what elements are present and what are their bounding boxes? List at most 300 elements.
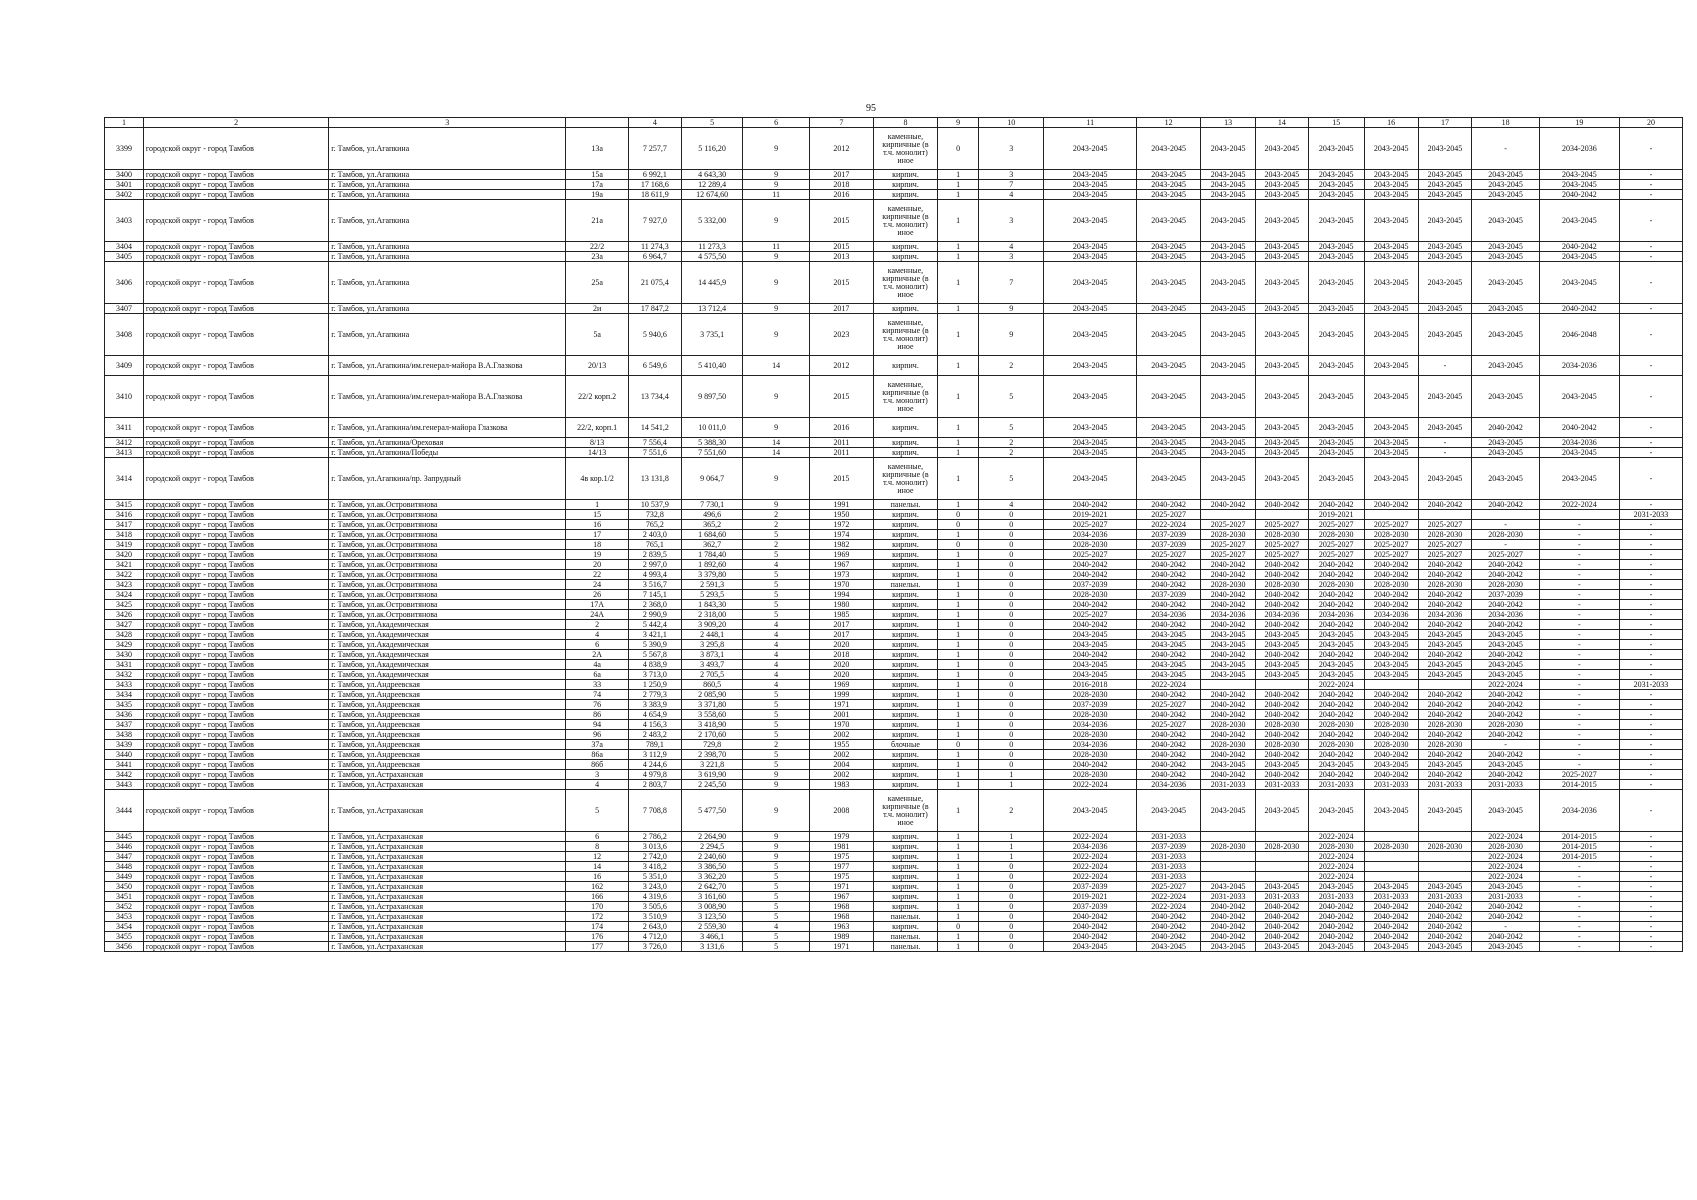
table-cell: 2043-2045 bbox=[1044, 252, 1137, 262]
table-cell: 2017 bbox=[809, 620, 873, 630]
table-cell: 4 bbox=[743, 660, 809, 670]
table-cell: 2 bbox=[743, 540, 809, 550]
table-cell: 1 bbox=[937, 770, 978, 780]
table-cell: 2028-2030 bbox=[1308, 720, 1364, 730]
table-cell: 1 bbox=[937, 912, 978, 922]
table-cell: 2 779,3 bbox=[629, 690, 682, 700]
table-cell: 1 784,40 bbox=[681, 550, 743, 560]
table-cell: 2040-2042 bbox=[1472, 730, 1540, 740]
table-cell bbox=[1201, 832, 1256, 842]
table-cell: 2043-2045 bbox=[1044, 630, 1137, 640]
table-cell: 17 168,6 bbox=[629, 180, 682, 190]
table-cell: 5 bbox=[743, 942, 809, 952]
table-cell: 2037-2039 bbox=[1137, 842, 1201, 852]
table-cell: 2022-2024 bbox=[1539, 500, 1619, 510]
table-cell: 2043-2045 bbox=[1364, 942, 1418, 952]
table-row bbox=[105, 700, 1683, 710]
table-cell: 2028-2030 bbox=[1256, 720, 1309, 730]
table-cell: 2043-2045 bbox=[1256, 252, 1309, 262]
table-cell: 2и bbox=[566, 304, 629, 314]
table-cell: 2043-2045 bbox=[1201, 942, 1256, 952]
table-cell: 2031-2033 bbox=[1137, 872, 1201, 882]
table-cell: 2043-2045 bbox=[1201, 252, 1256, 262]
table-cell: 2040-2042 bbox=[1256, 922, 1309, 932]
column-number: 12 bbox=[1137, 118, 1201, 128]
table-cell: 5 116,20 bbox=[681, 128, 743, 170]
table-cell: 22/2 bbox=[566, 242, 629, 252]
table-cell: 2040-2042 bbox=[1308, 700, 1364, 710]
table-cell: 2037-2039 bbox=[1044, 902, 1137, 912]
table-cell: 2040-2042 bbox=[1201, 932, 1256, 942]
table-cell: 2040-2042 bbox=[1201, 570, 1256, 580]
table-cell: городской округ - город Тамбов bbox=[143, 170, 328, 180]
table-cell: 2043-2045 bbox=[1539, 448, 1619, 458]
table-cell: г. Тамбов, ул.Астраханская bbox=[329, 770, 566, 780]
table-cell: 3447 bbox=[105, 852, 144, 862]
table-cell: 2043-2045 bbox=[1418, 630, 1472, 640]
table-cell: 2014-2015 bbox=[1539, 852, 1619, 862]
table-cell: 2043-2045 bbox=[1044, 190, 1137, 200]
table-cell: 1999 bbox=[809, 690, 873, 700]
table-cell: 2040-2042 bbox=[1472, 620, 1540, 630]
table-cell: 2025-2027 bbox=[1472, 550, 1540, 560]
table-cell: - bbox=[1539, 912, 1619, 922]
table-cell: кирпич. bbox=[873, 620, 937, 630]
table-cell: 2043-2045 bbox=[1256, 640, 1309, 650]
table-cell: 1 bbox=[937, 690, 978, 700]
table-cell: - bbox=[1619, 902, 1682, 912]
table-cell bbox=[1539, 510, 1619, 520]
table-cell: г. Тамбов, ул.ак.Островитянова bbox=[329, 530, 566, 540]
table-cell: - bbox=[1619, 770, 1682, 780]
table-cell: городской округ - город Тамбов bbox=[143, 570, 328, 580]
table-cell: - bbox=[1619, 942, 1682, 952]
table-cell: 2040-2042 bbox=[1418, 620, 1472, 630]
table-cell: г. Тамбов, ул.ак.Островитянова bbox=[329, 570, 566, 580]
table-cell: 2017 bbox=[809, 304, 873, 314]
table-cell: - bbox=[1619, 670, 1682, 680]
table-cell: 2002 bbox=[809, 730, 873, 740]
table-cell: 2043-2045 bbox=[1201, 314, 1256, 356]
table-cell: 1 bbox=[937, 942, 978, 952]
table-cell: городской округ - город Тамбов bbox=[143, 750, 328, 760]
table-cell: 4в кор.1/2 bbox=[566, 458, 629, 500]
table-cell: 1 bbox=[937, 750, 978, 760]
table-cell: 3406 bbox=[105, 262, 144, 304]
table-cell: 2040-2042 bbox=[1472, 750, 1540, 760]
table-cell: каменные, кирпичные (в т.ч. монолит) иное bbox=[873, 200, 937, 242]
table-cell: 1975 bbox=[809, 872, 873, 882]
table-cell: 2040-2042 bbox=[1472, 710, 1540, 720]
table-cell: 1 bbox=[937, 242, 978, 252]
table-cell: 2028-2030 bbox=[1418, 842, 1472, 852]
table-cell: кирпич. bbox=[873, 730, 937, 740]
table-cell: 4 bbox=[743, 620, 809, 630]
table-cell: 2040-2042 bbox=[1308, 710, 1364, 720]
table-cell: 3408 bbox=[105, 314, 144, 356]
table-cell: 4 654,9 bbox=[629, 710, 682, 720]
table-cell: 2 bbox=[979, 790, 1044, 832]
table-cell: 2025-2027 bbox=[1308, 540, 1364, 550]
table-cell: 1980 bbox=[809, 600, 873, 610]
table-cell: 11 274,3 bbox=[629, 242, 682, 252]
table-cell: 18 611,9 bbox=[629, 190, 682, 200]
table-cell: 2043-2045 bbox=[1201, 304, 1256, 314]
table-cell: 2040-2042 bbox=[1137, 740, 1201, 750]
table-cell: г. Тамбов, ул.Агапкина bbox=[329, 242, 566, 252]
table-cell: кирпич. bbox=[873, 700, 937, 710]
table-cell: кирпич. bbox=[873, 252, 937, 262]
table-cell: 2А bbox=[566, 650, 629, 660]
table-cell: 0 bbox=[937, 922, 978, 932]
table-cell: 2 bbox=[979, 438, 1044, 448]
table-cell: г. Тамбов, ул.Агапкина/им.генерал-майора В.А.Глазкова bbox=[329, 376, 566, 418]
table-cell: 7 556,4 bbox=[629, 438, 682, 448]
table-cell: 2043-2045 bbox=[1418, 190, 1472, 200]
table-cell: 1 bbox=[937, 356, 978, 376]
table-cell: 9 bbox=[743, 500, 809, 510]
table-cell: 2043-2045 bbox=[1418, 660, 1472, 670]
table-cell: 2043-2045 bbox=[1201, 438, 1256, 448]
table-cell: 1 bbox=[979, 852, 1044, 862]
table-cell: 2043-2045 bbox=[1201, 356, 1256, 376]
table-cell: 2040-2042 bbox=[1418, 730, 1472, 740]
table-cell: 4 156,3 bbox=[629, 720, 682, 730]
table-cell: 0 bbox=[979, 610, 1044, 620]
table-cell: 2043-2045 bbox=[1256, 670, 1309, 680]
table-cell: 4 575,50 bbox=[681, 252, 743, 262]
table-cell: городской округ - город Тамбов bbox=[143, 540, 328, 550]
table-cell bbox=[1364, 852, 1418, 862]
table-cell: 1 bbox=[979, 780, 1044, 790]
table-cell: 2 786,2 bbox=[629, 832, 682, 842]
table-cell: 1 bbox=[937, 852, 978, 862]
housing-table-sheet bbox=[104, 117, 1683, 952]
table-cell: городской округ - город Тамбов bbox=[143, 620, 328, 630]
table-cell: городской округ - город Тамбов bbox=[143, 418, 328, 438]
table-cell: 2040-2042 bbox=[1137, 570, 1201, 580]
table-cell: - bbox=[1539, 540, 1619, 550]
table-cell: 2040-2042 bbox=[1472, 500, 1540, 510]
table-cell: 1970 bbox=[809, 720, 873, 730]
table-cell: городской округ - город Тамбов bbox=[143, 710, 328, 720]
table-cell: 4 979,8 bbox=[629, 770, 682, 780]
table-cell: 2040-2042 bbox=[1137, 932, 1201, 942]
table-cell: 2043-2045 bbox=[1256, 376, 1309, 418]
table-cell: городской округ - город Тамбов bbox=[143, 600, 328, 610]
table-cell: 1 bbox=[937, 600, 978, 610]
table-cell: 2040-2042 bbox=[1201, 650, 1256, 660]
table-cell: 26 bbox=[566, 590, 629, 600]
table-cell: 2028-2030 bbox=[1201, 740, 1256, 750]
table-cell: г. Тамбов, ул.Астраханская bbox=[329, 872, 566, 882]
table-cell: городской округ - город Тамбов bbox=[143, 448, 328, 458]
table-cell: 0 bbox=[979, 760, 1044, 770]
table-cell: - bbox=[1619, 710, 1682, 720]
table-cell: 2040-2042 bbox=[1364, 932, 1418, 942]
table-cell: 1982 bbox=[809, 540, 873, 550]
table-cell: 2043-2045 bbox=[1472, 252, 1540, 262]
table-row bbox=[105, 128, 1683, 170]
table-cell: 2040-2042 bbox=[1418, 570, 1472, 580]
table-cell: 2022-2024 bbox=[1472, 832, 1540, 842]
table-cell: 1 bbox=[937, 710, 978, 720]
table-cell: 2043-2045 bbox=[1201, 660, 1256, 670]
table-cell: кирпич. bbox=[873, 180, 937, 190]
table-cell: 0 bbox=[979, 630, 1044, 640]
table-cell: 2040-2042 bbox=[1137, 912, 1201, 922]
table-cell: - bbox=[1619, 790, 1682, 832]
table-cell: 5 bbox=[743, 590, 809, 600]
table-cell: 23а bbox=[566, 252, 629, 262]
table-cell: 2008 bbox=[809, 790, 873, 832]
table-cell: 2040-2042 bbox=[1418, 750, 1472, 760]
table-cell: 2040-2042 bbox=[1364, 922, 1418, 932]
table-cell: городской округ - город Тамбов bbox=[143, 610, 328, 620]
table-cell: 2034-2036 bbox=[1044, 530, 1137, 540]
table-cell: 1 bbox=[937, 640, 978, 650]
table-cell: - bbox=[1539, 640, 1619, 650]
table-cell: 6 992,1 bbox=[629, 170, 682, 180]
table-cell: 2043-2045 bbox=[1472, 190, 1540, 200]
table-cell: городской округ - город Тамбов bbox=[143, 550, 328, 560]
table-cell: городской округ - город Тамбов bbox=[143, 872, 328, 882]
table-cell: 16 bbox=[566, 872, 629, 882]
table-cell: 2040-2042 bbox=[1044, 570, 1137, 580]
table-cell: 2043-2045 bbox=[1201, 882, 1256, 892]
table-cell: 2040-2042 bbox=[1256, 902, 1309, 912]
table-cell: - bbox=[1619, 550, 1682, 560]
table-cell: 2043-2045 bbox=[1256, 438, 1309, 448]
table-cell: 2015 bbox=[809, 262, 873, 304]
table-cell: 2 170,60 bbox=[681, 730, 743, 740]
table-cell: 14 445,9 bbox=[681, 262, 743, 304]
table-cell: 2040-2042 bbox=[1418, 600, 1472, 610]
table-cell: 2020 bbox=[809, 660, 873, 670]
table-cell: 2040-2042 bbox=[1044, 760, 1137, 770]
table-cell: 5 bbox=[743, 912, 809, 922]
table-cell: 0 bbox=[979, 720, 1044, 730]
table-cell: - bbox=[1539, 520, 1619, 530]
table-cell: 4 bbox=[979, 190, 1044, 200]
table-cell: 86а bbox=[566, 750, 629, 760]
table-cell: 1 bbox=[937, 448, 978, 458]
table-cell: 2043-2045 bbox=[1137, 200, 1201, 242]
table-cell: 2019-2021 bbox=[1044, 892, 1137, 902]
table-cell: 0 bbox=[937, 128, 978, 170]
table-cell: 13 712,4 bbox=[681, 304, 743, 314]
table-cell: 2 559,30 bbox=[681, 922, 743, 932]
table-cell: 2043-2045 bbox=[1308, 458, 1364, 500]
table-row bbox=[105, 832, 1683, 842]
table-cell: 2040-2042 bbox=[1418, 500, 1472, 510]
table-row bbox=[105, 590, 1683, 600]
table-cell: 2040-2042 bbox=[1201, 590, 1256, 600]
table-cell: 2040-2042 bbox=[1472, 418, 1540, 438]
table-cell: г. Тамбов, ул.Астраханская bbox=[329, 932, 566, 942]
table-cell: 3 123,50 bbox=[681, 912, 743, 922]
table-cell: 2043-2045 bbox=[1137, 660, 1201, 670]
table-cell: 7 257,7 bbox=[629, 128, 682, 170]
table-cell: 2043-2045 bbox=[1418, 942, 1472, 952]
table-cell: - bbox=[1539, 590, 1619, 600]
table-row bbox=[105, 892, 1683, 902]
table-cell: 3 131,6 bbox=[681, 942, 743, 952]
table-cell: 2040-2042 bbox=[1137, 690, 1201, 700]
table-cell: 2040-2042 bbox=[1308, 690, 1364, 700]
table-cell: г. Тамбов, ул.Астраханская bbox=[329, 842, 566, 852]
table-cell: - bbox=[1472, 520, 1540, 530]
column-number: 18 bbox=[1472, 118, 1540, 128]
table-cell: 1 250,9 bbox=[629, 680, 682, 690]
table-cell: 5 bbox=[743, 932, 809, 942]
table-cell: г. Тамбов, ул.ак.Островитянова bbox=[329, 540, 566, 550]
table-cell: 0 bbox=[937, 740, 978, 750]
table-cell: 2 642,70 bbox=[681, 882, 743, 892]
table-cell: 2031-2033 bbox=[1308, 780, 1364, 790]
table-cell: - bbox=[1619, 500, 1682, 510]
table-cell: 3412 bbox=[105, 438, 144, 448]
table-cell: 7 551,6 bbox=[629, 448, 682, 458]
table-cell: городской округ - город Тамбов bbox=[143, 180, 328, 190]
table-cell: 2043-2045 bbox=[1201, 376, 1256, 418]
table-cell: 2025-2027 bbox=[1418, 550, 1472, 560]
table-cell: г. Тамбов, ул.Академическая bbox=[329, 640, 566, 650]
table-cell: кирпич. bbox=[873, 510, 937, 520]
table-cell: 2040-2042 bbox=[1418, 902, 1472, 912]
table-cell: 2043-2045 bbox=[1137, 242, 1201, 252]
table-cell: 2043-2045 bbox=[1308, 242, 1364, 252]
table-cell: 9 897,50 bbox=[681, 376, 743, 418]
table-cell: кирпич. bbox=[873, 570, 937, 580]
table-cell: 6 964,7 bbox=[629, 252, 682, 262]
table-cell: 2022-2024 bbox=[1308, 832, 1364, 842]
table-cell: 2034-2036 bbox=[1308, 610, 1364, 620]
column-number: 2 bbox=[143, 118, 328, 128]
table-cell: 4 bbox=[979, 242, 1044, 252]
table-cell: 5 940,6 bbox=[629, 314, 682, 356]
table-cell: 1 bbox=[937, 730, 978, 740]
table-cell: 2040-2042 bbox=[1308, 770, 1364, 780]
table-cell: 86б bbox=[566, 760, 629, 770]
table-cell: 2043-2045 bbox=[1308, 438, 1364, 448]
table-cell: городской округ - город Тамбов bbox=[143, 630, 328, 640]
table-cell: городской округ - город Тамбов bbox=[143, 720, 328, 730]
table-cell: 1 bbox=[937, 170, 978, 180]
table-cell: 1985 bbox=[809, 610, 873, 620]
table-cell: 0 bbox=[979, 550, 1044, 560]
table-cell: - bbox=[1619, 418, 1682, 438]
table-cell: - bbox=[1619, 922, 1682, 932]
table-cell: 10 537,9 bbox=[629, 500, 682, 510]
table-cell: - bbox=[1539, 690, 1619, 700]
table-cell: г. Тамбов, ул.Академическая bbox=[329, 620, 566, 630]
table-cell: 2034-2036 bbox=[1137, 780, 1201, 790]
table-cell bbox=[1364, 832, 1418, 842]
table-cell: 2040-2042 bbox=[1201, 620, 1256, 630]
table-cell: 11 273,3 bbox=[681, 242, 743, 252]
table-cell: 2034-2036 bbox=[1418, 610, 1472, 620]
table-cell: 2028-2030 bbox=[1418, 530, 1472, 540]
table-cell bbox=[1256, 510, 1309, 520]
table-cell: 2043-2045 bbox=[1308, 170, 1364, 180]
table-row bbox=[105, 610, 1683, 620]
table-cell: 3431 bbox=[105, 660, 144, 670]
table-cell: 1 bbox=[937, 700, 978, 710]
table-cell: 5 bbox=[743, 720, 809, 730]
table-cell: 0 bbox=[979, 540, 1044, 550]
table-row bbox=[105, 912, 1683, 922]
table-cell: 860,5 bbox=[681, 680, 743, 690]
table-cell: 2022-2024 bbox=[1137, 902, 1201, 912]
table-cell: 5 bbox=[743, 580, 809, 590]
table-cell: 2043-2045 bbox=[1364, 670, 1418, 680]
table-cell: 2 bbox=[979, 356, 1044, 376]
table-cell: 1 bbox=[937, 530, 978, 540]
table-cell: 2043-2045 bbox=[1364, 882, 1418, 892]
table-cell: - bbox=[1472, 540, 1540, 550]
table-row bbox=[105, 670, 1683, 680]
table-cell: 3 726,0 bbox=[629, 942, 682, 952]
table-cell: 3 418,2 bbox=[629, 862, 682, 872]
table-cell: 3451 bbox=[105, 892, 144, 902]
table-cell: 2043-2045 bbox=[1256, 200, 1309, 242]
table-cell: 2028-2030 bbox=[1044, 690, 1137, 700]
table-cell: городской округ - город Тамбов bbox=[143, 730, 328, 740]
table-cell: 0 bbox=[979, 922, 1044, 932]
table-cell: 2043-2045 bbox=[1044, 304, 1137, 314]
table-cell: 3422 bbox=[105, 570, 144, 580]
table-cell: 2031-2033 bbox=[1201, 892, 1256, 902]
table-cell bbox=[1256, 872, 1309, 882]
table-cell: 1 bbox=[937, 180, 978, 190]
table-cell: 2037-2039 bbox=[1044, 700, 1137, 710]
table-cell: 2040-2042 bbox=[1201, 690, 1256, 700]
table-cell: 2040-2042 bbox=[1044, 600, 1137, 610]
table-cell: 0 bbox=[979, 912, 1044, 922]
table-cell: 3 362,20 bbox=[681, 872, 743, 882]
table-cell: г. Тамбов, ул.Андреевская bbox=[329, 710, 566, 720]
table-cell: 2 839,5 bbox=[629, 550, 682, 560]
table-cell: 2034-2036 bbox=[1137, 610, 1201, 620]
table-cell: городской округ - город Тамбов bbox=[143, 882, 328, 892]
table-cell: 2043-2045 bbox=[1137, 630, 1201, 640]
table-cell: 9 bbox=[743, 842, 809, 852]
table-cell: 3 bbox=[979, 200, 1044, 242]
table-cell: 3419 bbox=[105, 540, 144, 550]
table-cell: - bbox=[1619, 700, 1682, 710]
table-cell: 4 838,9 bbox=[629, 660, 682, 670]
table-cell: - bbox=[1539, 932, 1619, 942]
table-cell: 2040-2042 bbox=[1201, 912, 1256, 922]
table-cell: 2040-2042 bbox=[1256, 570, 1309, 580]
table-cell: 22/2, корп.1 bbox=[566, 418, 629, 438]
table-cell: 17а bbox=[566, 180, 629, 190]
table-cell: - bbox=[1619, 530, 1682, 540]
table-cell: 5 442,4 bbox=[629, 620, 682, 630]
table-cell: 3 bbox=[979, 128, 1044, 170]
table-cell: 3411 bbox=[105, 418, 144, 438]
table-cell: 0 bbox=[979, 750, 1044, 760]
table-cell: 3 466,1 bbox=[681, 932, 743, 942]
table-cell: 2031-2033 bbox=[1308, 892, 1364, 902]
column-number: 3 bbox=[329, 118, 566, 128]
table-cell: 2043-2045 bbox=[1308, 640, 1364, 650]
table-cell: 0 bbox=[979, 620, 1044, 630]
table-cell: - bbox=[1539, 630, 1619, 640]
table-cell: 2034-2036 bbox=[1539, 438, 1619, 448]
table-cell: кирпич. bbox=[873, 356, 937, 376]
